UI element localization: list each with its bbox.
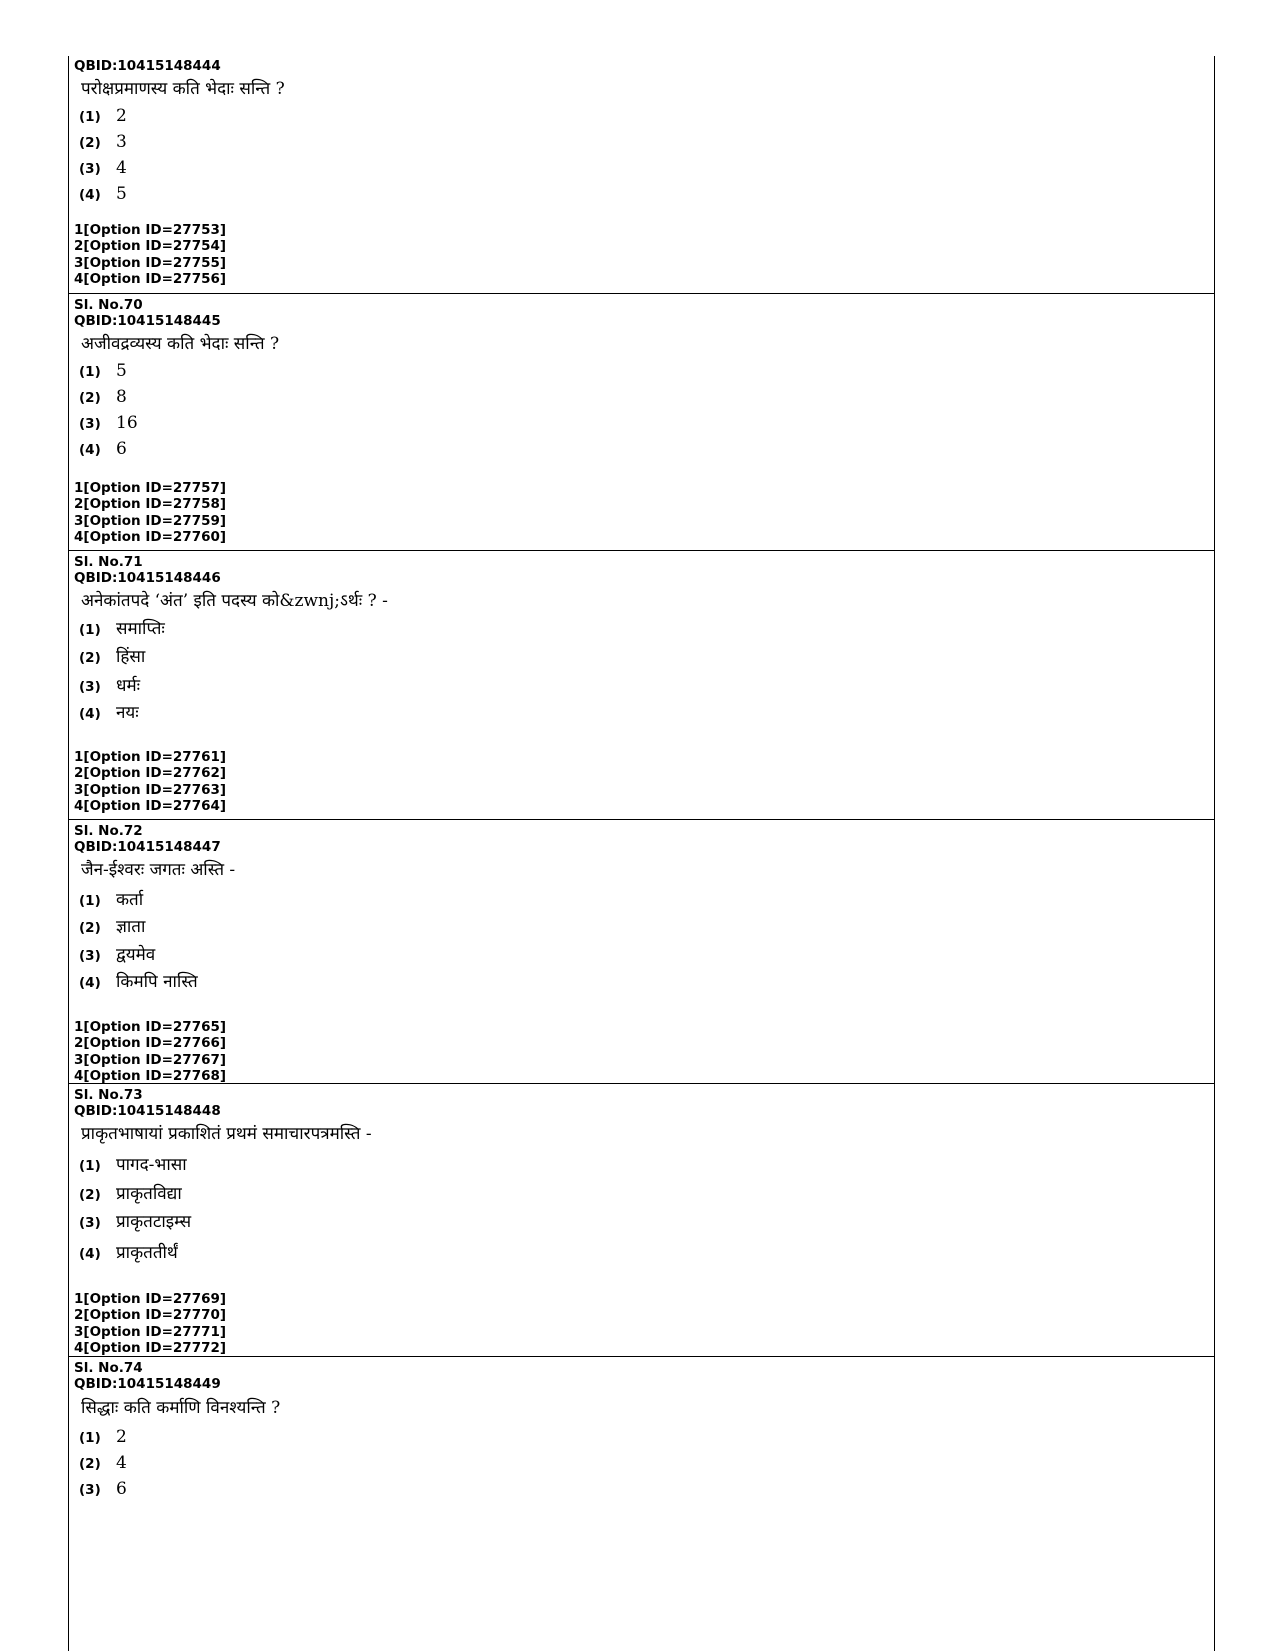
qbid: QBID:10415148446 [74,570,221,586]
serial-number: Sl. No.72 [74,823,143,839]
question-block [69,1357,1214,1651]
option-text: 6 [116,1479,127,1499]
question-text: जैन-ईश्वरः जगतः अस्ति - [81,860,236,880]
option-text: 2 [116,106,127,126]
option-number: (1) [79,893,101,909]
option-id: 1[Option ID=27769] [74,1291,227,1307]
question-text: अजीवद्रव्यस्य कति भेदाः सन्ति ? [81,334,280,354]
option-text: 5 [116,361,127,381]
question-text: सिद्धाः कति कर्माणि विनश्यन्ति ? [81,1398,281,1418]
option-number: (1) [79,622,101,638]
question-text: अनेकांतपदे ‘अंत’ इति पदस्य को&zwnj;ऽर्थः ? - [81,591,388,611]
qbid: QBID:10415148447 [74,839,221,855]
option-number: (4) [79,442,101,458]
option-number: (2) [79,920,101,936]
qbid: QBID:10415148444 [74,58,221,74]
option-text: कर्ता [116,890,144,910]
option-id: 4[Option ID=27768] [74,1067,227,1084]
option-number: (2) [79,1456,101,1472]
question-text: प्राकृतभाषायां प्रकाशितं प्रथमं समाचारपत्रमस्ति - [81,1124,372,1144]
option-id: 2[Option ID=27766] [74,1035,227,1052]
option-number: (1) [79,364,101,380]
option-text: हिंसा [116,647,146,667]
option-text: प्राकृतविद्या [116,1184,182,1204]
question-text: परोक्षप्रमाणस्य कति भेदाः सन्ति ? [81,79,285,99]
option-text: 3 [116,132,127,152]
option-text: समाप्तिः [116,619,165,639]
option-text: ज्ञाता [116,917,146,937]
option-number: (2) [79,135,101,151]
option-id: 1[Option ID=27753] [74,222,227,238]
question-block [69,1084,1214,1357]
option-id: 4[Option ID=27764] [74,797,227,814]
option-id-list [74,480,226,545]
option-text: पागद-भासा [116,1155,187,1175]
option-id: 2[Option ID=27754] [74,238,227,255]
option-text: 4 [116,1453,127,1473]
option-text: 8 [116,387,127,407]
serial-number: Sl. No.71 [74,554,143,570]
option-id: 2[Option ID=27762] [74,765,227,782]
option-id-list [74,1291,226,1356]
option-id: 1[Option ID=27765] [74,1019,227,1035]
question-block [69,820,1214,1084]
option-number: (4) [79,706,101,722]
serial-number: Sl. No.73 [74,1087,143,1103]
option-id: 2[Option ID=27770] [74,1307,227,1324]
option-number: (3) [79,679,101,695]
qbid: QBID:10415148445 [74,313,221,329]
option-id-list [74,222,226,287]
question-block [69,551,1214,820]
option-text: किमपि नास्ति [116,972,198,992]
option-number: (3) [79,948,101,964]
option-text: 4 [116,158,127,178]
option-number: (3) [79,1215,101,1231]
option-id: 2[Option ID=27758] [74,496,227,513]
option-id: 4[Option ID=27760] [74,528,227,545]
qbid: QBID:10415148448 [74,1103,221,1119]
option-number: (4) [79,975,101,991]
option-text: प्राकृततीर्थं [116,1243,178,1263]
option-number: (1) [79,1430,101,1446]
option-id: 3[Option ID=27759] [74,512,227,529]
option-text: द्वयमेव [116,945,156,965]
option-text: 6 [116,439,127,459]
option-id: 3[Option ID=27771] [74,1323,227,1340]
option-text: प्राकृतटाइम्स [116,1212,192,1232]
option-text: नयः [116,703,139,723]
question-block [69,56,1214,294]
option-text: 16 [116,413,138,433]
option-id: 4[Option ID=27756] [74,270,227,287]
option-number: (3) [79,416,101,432]
option-number: (2) [79,1187,101,1203]
option-number: (1) [79,109,101,125]
option-id: 1[Option ID=27761] [74,749,227,765]
option-text: 2 [116,1427,127,1447]
option-id: 1[Option ID=27757] [74,480,227,496]
option-text: 5 [116,184,127,204]
option-id: 3[Option ID=27763] [74,781,227,798]
option-id: 3[Option ID=27755] [74,254,227,271]
option-number: (3) [79,161,101,177]
option-id-list [74,1019,226,1084]
option-number: (4) [79,187,101,203]
serial-number: Sl. No.70 [74,297,143,313]
option-id-list [74,749,226,814]
question-block [69,294,1214,551]
option-number: (4) [79,1246,101,1262]
option-number: (2) [79,390,101,406]
option-id: 4[Option ID=27772] [74,1339,227,1356]
option-id: 3[Option ID=27767] [74,1051,227,1068]
option-number: (1) [79,1158,101,1174]
qbid: QBID:10415148449 [74,1376,221,1392]
option-text: धर्मः [116,676,141,696]
option-number: (2) [79,650,101,666]
serial-number: Sl. No.74 [74,1360,143,1376]
question-sheet [68,56,1215,1651]
option-number: (3) [79,1482,101,1498]
